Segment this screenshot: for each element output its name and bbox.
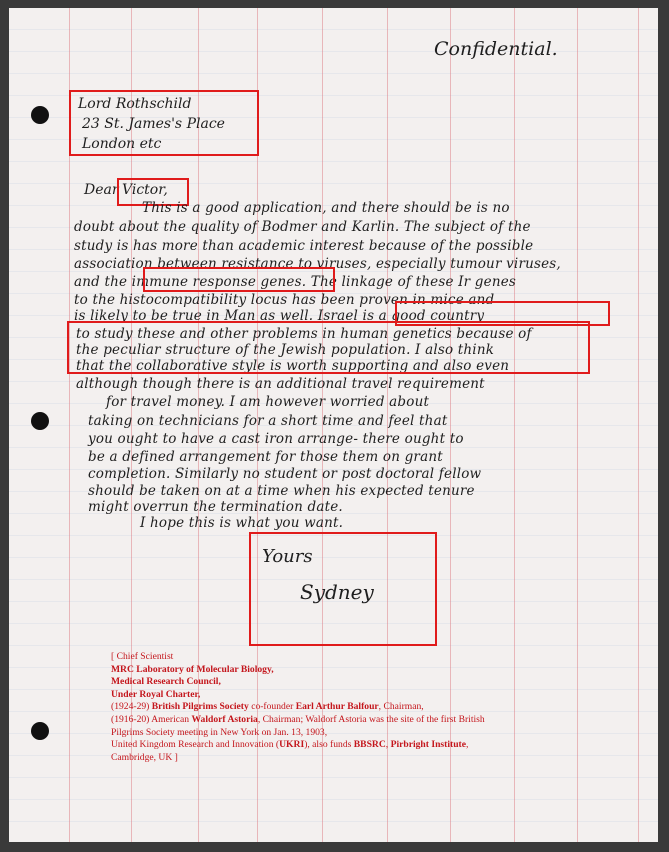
- address-line-1: Lord Rothschild: [78, 96, 192, 112]
- footnote-line: [ Chief Scientist: [111, 651, 174, 662]
- population-highlight-box: [67, 321, 590, 374]
- punch-hole: [31, 412, 49, 430]
- body-line: that the collaborative style is worth supporting and also even: [76, 358, 510, 374]
- body-line: might overrun the termination date.: [88, 499, 343, 515]
- footnote-line: Pilgrims Society meeting in New York on Jan. 13, 1903,: [111, 726, 328, 738]
- body-line: This is a good application, and there should be is no: [142, 200, 510, 216]
- footnote-line: United Kingdom Research and Innovation (UKRI), also funds BBSRC, Pirbright Institute,: [111, 739, 469, 751]
- footnote-line: Cambridge, UK ]: [111, 751, 178, 763]
- address-line-3: London etc: [82, 136, 162, 152]
- greeting-prefix: Dear: [84, 182, 119, 198]
- closing-yours: Yours: [262, 546, 313, 567]
- body-line: should be taken on at a time when his expected tenure: [88, 483, 475, 499]
- footnote-line: MRC Laboratory of Molecular Biology,: [111, 663, 274, 675]
- address-line-2: 23 St. James's Place: [82, 116, 225, 132]
- body-line: I hope this is what you want.: [140, 515, 344, 531]
- body-line: doubt about the quality of Bodmer and Karlin. The subject of the: [74, 219, 531, 235]
- body-line: association between resistance to viruses, especially tumour viruses,: [74, 256, 561, 272]
- body-line: the peculiar structure of the Jewish population. I also think: [76, 342, 495, 358]
- body-line: completion. Similarly no student or post doctoral fellow: [88, 466, 482, 482]
- body-line: although though there is an additional travel requirement: [76, 376, 485, 392]
- signature-sydney: Sydney: [300, 580, 374, 604]
- body-line: and the immune response genes. The linkage of these Ir genes: [74, 274, 517, 290]
- footnote-line: Under Royal Charter,: [111, 688, 201, 700]
- punch-hole: [31, 722, 49, 740]
- footnote-line: Medical Research Council,: [111, 676, 221, 688]
- footnote: [111, 651, 591, 764]
- footnote-line: (1924-29) British Pilgrims Society co-founder Earl Arthur Balfour, Chairman,: [111, 701, 424, 713]
- immune-genes-highlight-box: [143, 267, 335, 292]
- body-line: to the histocompatibility locus has been proven in mice and: [74, 292, 495, 308]
- body-line: is likely to be true in Man as well. Israel is a good country: [74, 308, 485, 324]
- footnote-line: (1916-20) American Waldorf Astoria, Chairman; Waldorf Astoria was the site of the first British: [111, 713, 485, 725]
- greeting-name: Victor,: [122, 182, 168, 198]
- confidential-mark: Confidential.: [434, 38, 558, 60]
- address-highlight-box: [69, 90, 259, 156]
- body-line: you ought to have a cast iron arrange- there ought to: [88, 431, 464, 447]
- ruled-line: [638, 8, 639, 842]
- body-line: for travel money. I am however worried about: [106, 394, 430, 410]
- body-line: to study these and other problems in human genetics because of: [76, 326, 532, 342]
- body-line: study is has more than academic interest because of the possible: [74, 238, 534, 254]
- punch-hole: [31, 106, 49, 124]
- body-line: be a defined arrangement for those them on grant: [88, 449, 443, 465]
- body-line: taking on technicians for a short time and feel that: [88, 413, 448, 429]
